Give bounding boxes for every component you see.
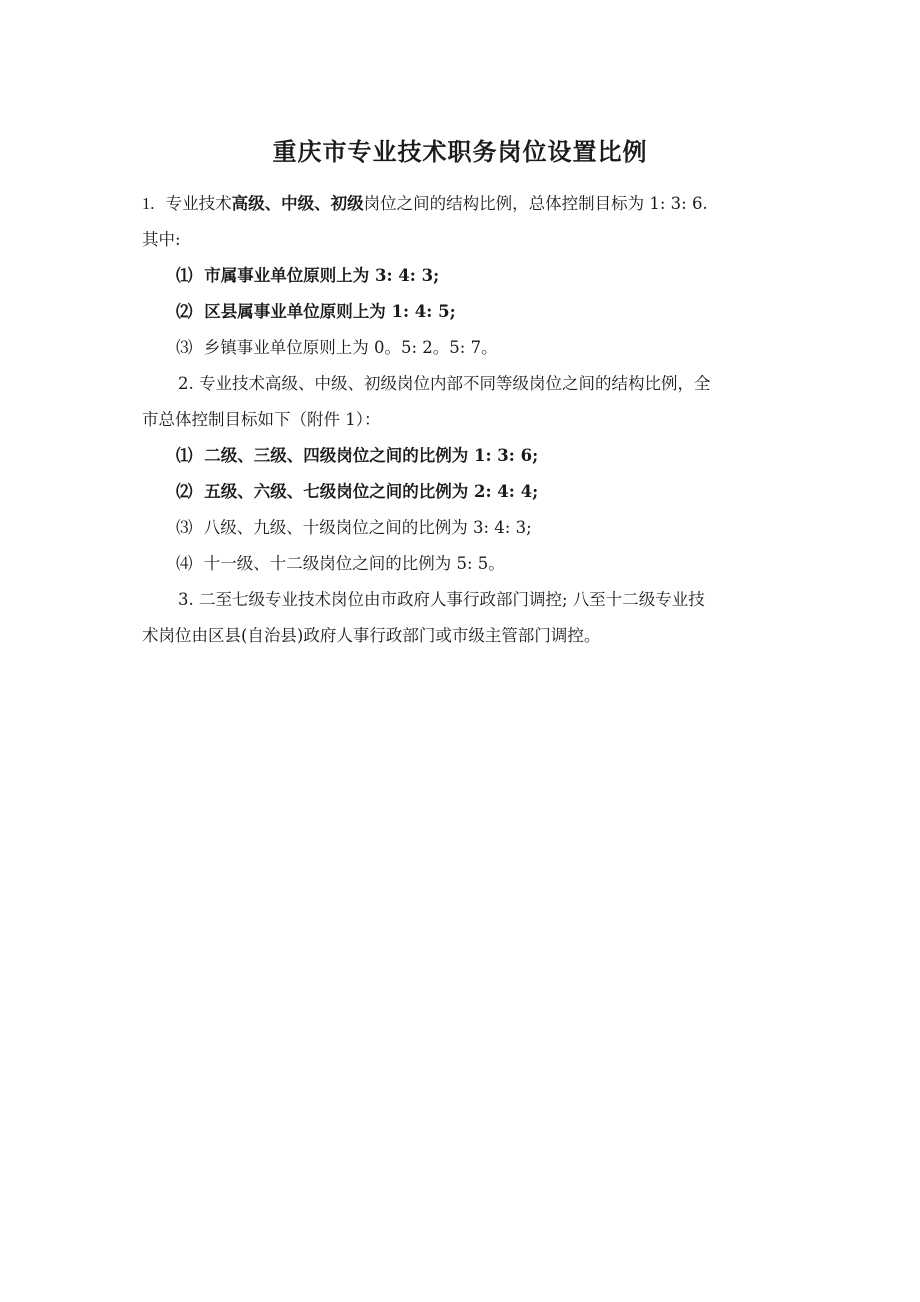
section3-line1: 3. 二至七级专业技术岗位由市政府人事行政部门调控; 八至十二级专业技 [178, 590, 705, 609]
item-number: ⑵ [176, 482, 193, 501]
section1-line1 [142, 186, 782, 222]
section1-prefix: 专业技术 [165, 194, 232, 213]
item-number: ⑶ [176, 338, 193, 357]
item-number: ⑵ [176, 302, 193, 321]
item-text: 区县属事业单位原则上为 1: 4: 5; [204, 302, 456, 321]
document-title: 重庆市专业技术职务岗位设置比例 [272, 137, 648, 166]
item-text: 二级、三级、四级岗位之间的比例为 1: 3: 6; [204, 446, 539, 465]
item-number: ⑴ [176, 266, 193, 285]
item-text: 市属事业单位原则上为 3: 4: 3; [204, 266, 440, 285]
section3-line2: 术岗位由区县(自治县)政府人事行政部门或市级主管部门调控。 [142, 626, 601, 645]
section1-number: 1. [142, 194, 155, 213]
document-body [142, 186, 782, 654]
item-number: ⑴ [176, 446, 193, 465]
section2-line2: 市总体控制目标如下（附件 1）： [142, 410, 381, 429]
section1-item [142, 330, 782, 366]
item-number: ⑶ [176, 518, 193, 537]
item-number: ⑷ [176, 554, 193, 573]
item-text: 五级、六级、七级岗位之间的比例为 2: 4: 4; [204, 482, 539, 501]
item-text: 八级、九级、十级岗位之间的比例为 3: 4: 3; [203, 518, 532, 537]
section2-item [142, 510, 782, 546]
section2-item [142, 438, 782, 474]
section1-levels: 高级、中级、初级 [231, 194, 364, 213]
section1-line2: 其中: [142, 230, 181, 249]
section2-item [142, 474, 782, 510]
section2-line1: 2. 专业技术高级、中级、初级岗位内部不同等级岗位之间的结构比例，全 [178, 374, 711, 393]
section1-suffix: 岗位之间的结构比例，总体控制目标为 1: 3: 6. [363, 194, 708, 213]
section1-item [142, 258, 782, 294]
item-text: 十一级、十二级岗位之间的比例为 5: 5。 [203, 554, 505, 573]
section2-item [142, 546, 782, 582]
item-text: 乡镇事业单位原则上为 0。5: 2。5: 7。 [203, 338, 498, 357]
section1-item [142, 294, 782, 330]
